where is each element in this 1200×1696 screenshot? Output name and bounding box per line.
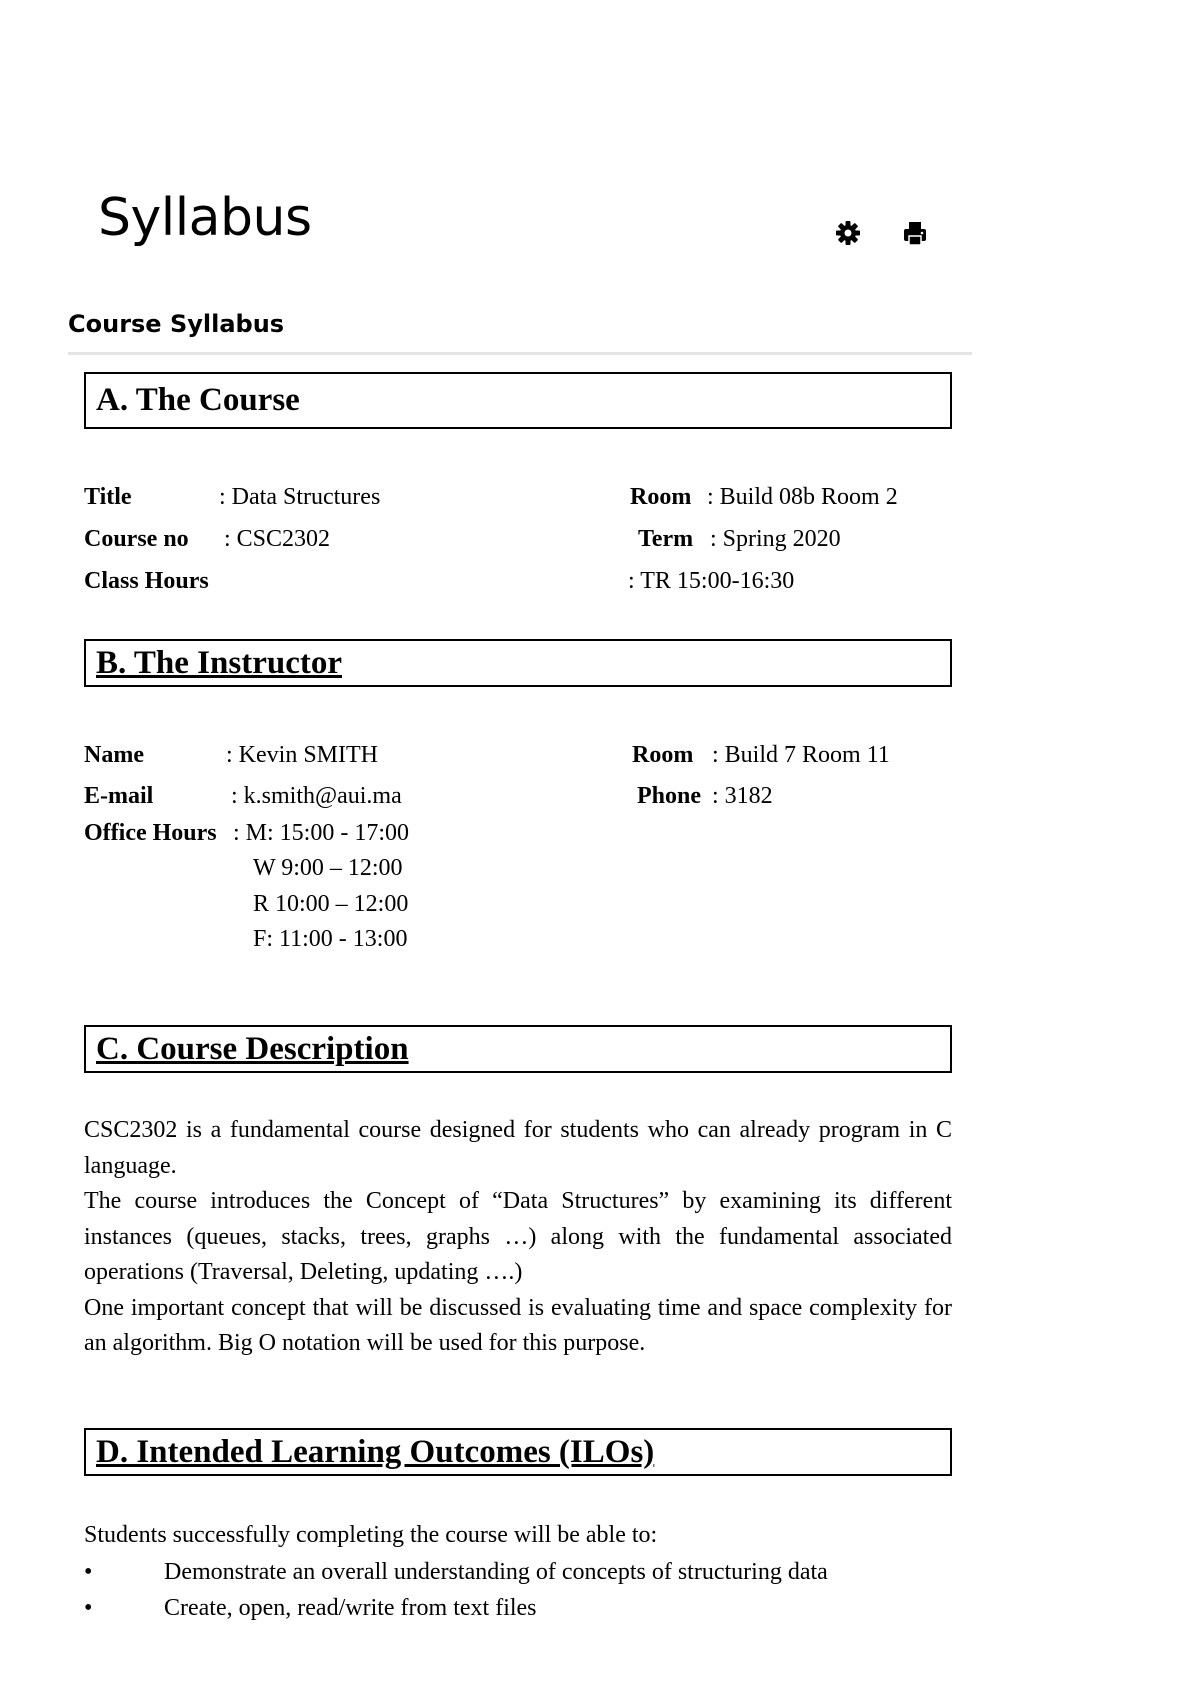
phone-value: : 3182 — [712, 783, 773, 809]
list-item — [84, 1591, 984, 1627]
list-item — [84, 1555, 984, 1591]
section-a-heading-text: A. The Course — [96, 382, 300, 418]
term-value: : Spring 2020 — [710, 526, 841, 552]
description-paragraph: One important concept that will be discussed is evaluating time and space complexity for an algorithm. Big O notation will be used for this purpose. — [84, 1294, 952, 1356]
term-label: Term — [638, 526, 694, 552]
instructor-room-value: : Build 7 Room 11 — [712, 742, 890, 768]
print-icon — [901, 219, 929, 247]
instructor-room-label: Room — [632, 742, 694, 768]
divider — [68, 352, 972, 355]
class-hours-label: Class Hours — [84, 568, 209, 594]
office-hours-label: Office Hours — [84, 820, 217, 846]
office-hours-line: : M: 15:00 - 17:00 — [233, 820, 410, 846]
section-c-heading-text: C. Course Description — [96, 1031, 409, 1067]
course-description — [84, 1113, 952, 1362]
ilo-text: Demonstrate an overall understanding of concepts of structuring data — [164, 1559, 828, 1585]
section-c-heading — [84, 1025, 952, 1073]
section-d-heading-text: D. Intended Learning Outcomes (ILOs) — [96, 1434, 655, 1470]
section-b-heading — [84, 639, 952, 687]
course-no-label: Course no — [84, 526, 189, 552]
ilo-intro: Students successfully completing the course will be able to: — [84, 1522, 658, 1548]
bullet: • — [84, 1594, 93, 1621]
print-button[interactable] — [901, 219, 929, 247]
ilo-text: Create, open, read/write from text files — [164, 1594, 537, 1621]
description-paragraph: CSC2302 is a fundamental course designed for students who can already program in C language. — [84, 1117, 952, 1179]
gear-icon — [834, 219, 862, 247]
name-label: Name — [84, 742, 144, 768]
section-a-heading — [84, 372, 952, 429]
bullet: • — [84, 1559, 93, 1585]
course-no-value: : CSC2302 — [224, 526, 331, 552]
ilo-list — [84, 1555, 984, 1626]
section-b-heading-text: B. The Instructor — [96, 645, 342, 681]
email-label: E-mail — [84, 783, 154, 809]
office-hours-line: W 9:00 – 12:00 — [253, 855, 403, 881]
title-value: : Data Structures — [219, 484, 381, 510]
title-label: Title — [84, 484, 132, 510]
email-value[interactable]: : k.smith@aui.ma — [231, 783, 402, 809]
course-syllabus-subtitle: Course Syllabus — [68, 310, 285, 338]
description-paragraph: The course introduces the Concept of “Data Structures” by examining its different instances (queues, stacks, trees, graphs …) along with the fundamental associated operations (Traversal, Deleting, updating ….) — [84, 1188, 952, 1285]
course-room-label: Room — [630, 484, 692, 510]
phone-label: Phone — [637, 783, 702, 809]
course-room-value: : Build 08b Room 2 — [707, 484, 898, 510]
section-d-heading — [84, 1428, 952, 1476]
class-hours-value: : TR 15:00-16:30 — [628, 568, 795, 594]
settings-button[interactable] — [834, 219, 862, 247]
name-value: : Kevin SMITH — [226, 742, 378, 768]
office-hours-line: F: 11:00 - 13:00 — [253, 926, 408, 952]
page-title: Syllabus — [98, 188, 312, 248]
office-hours-line: R 10:00 – 12:00 — [253, 891, 409, 917]
